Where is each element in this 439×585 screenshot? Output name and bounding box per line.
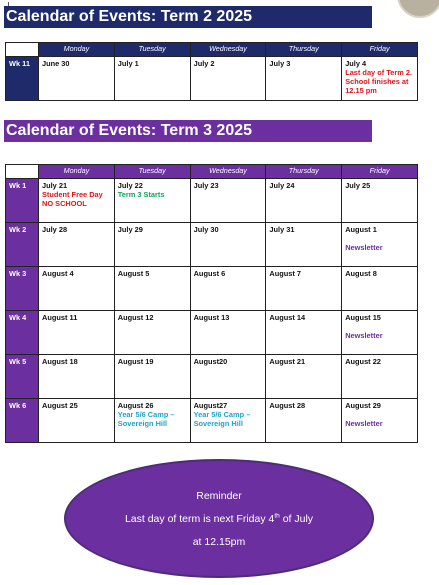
day-cell [342,399,418,443]
day-cell [190,399,266,443]
day-date: August 18 [42,357,78,366]
day-cell [342,267,418,311]
header-day: Monday [39,165,115,179]
day-date: July 3 [269,59,291,68]
term3-title: Calendar of Events: Term 3 2025 [4,120,372,142]
week-row [6,399,418,443]
day-cell [114,57,190,101]
day-date: August 13 [193,313,230,322]
cell-spacer [345,234,414,243]
week-label: Wk 5 [6,355,39,399]
day-date: July 22 [117,181,143,190]
week-row [6,311,418,355]
day-cell [266,223,342,267]
day-cell [114,267,190,311]
header-day: Friday [342,43,418,57]
day-date: August 1 [345,225,377,234]
header-day: Friday [342,165,418,179]
header-day: Thursday [266,43,342,57]
day-date: August 4 [42,269,74,278]
day-date: August 19 [117,357,154,366]
reminder-line2: at 12.15pm [192,536,246,548]
event-note: Year 5/6 Camp – Sovereign Hill [117,410,175,428]
day-date: August 21 [269,357,306,366]
day-date: August 25 [42,401,78,410]
day-cell [39,179,115,223]
day-cell [114,399,190,443]
day-date: August 12 [117,313,154,322]
day-cell [266,179,342,223]
event-note: Newsletter [345,419,383,428]
cell-spacer [345,410,414,419]
header-day: Thursday [266,165,342,179]
day-cell [190,57,266,101]
day-cell [114,311,190,355]
day-cell [114,179,190,223]
day-date: July 28 [42,225,68,234]
day-cell [266,57,342,101]
day-date: August 22 [345,357,381,366]
day-date: August 7 [269,269,302,278]
week-label: Wk 3 [6,267,39,311]
day-cell [342,223,418,267]
term3-calendar-table [5,164,418,443]
reminder-oval [64,459,374,578]
header-corner [6,43,39,57]
reminder-ordinal: th [274,512,280,520]
day-date: July 2 [193,59,215,68]
day-cell [190,223,266,267]
day-cell [190,355,266,399]
day-cell [39,399,115,443]
week-label: Wk 4 [6,311,39,355]
reminder-line1 [66,508,372,531]
term3-header-row [6,165,418,179]
event-note: Term 3 Starts [117,190,165,199]
reminder-text: of July [279,513,314,525]
week-row [6,179,418,223]
day-cell [190,179,266,223]
day-cell [39,57,115,101]
cell-spacer [345,322,414,331]
week-row [6,267,418,311]
day-date: July 23 [193,181,219,190]
day-date: August20 [193,357,228,366]
event-note: Newsletter [345,331,383,340]
day-date: July 24 [269,181,295,190]
day-date: July 25 [345,181,371,190]
day-cell [39,355,115,399]
day-date: August 29 [345,401,381,410]
week-row [6,355,418,399]
day-cell [190,311,266,355]
header-day: Tuesday [114,43,190,57]
day-cell [114,355,190,399]
reminder-text: Last day of term is next Friday 4 [124,513,275,525]
day-date: August 15 [345,313,381,322]
header-corner [6,165,39,179]
header-day: Wednesday [190,43,266,57]
header-day: Monday [39,43,115,57]
day-date: August27 [193,401,228,410]
day-cell [342,57,418,101]
day-date: August 28 [269,401,306,410]
day-date: June 30 [42,59,70,68]
term2-header-row [6,43,418,57]
day-date: August 11 [42,313,78,322]
day-date: August 26 [117,401,154,410]
day-date: August 5 [117,269,150,278]
day-cell [266,399,342,443]
day-date: August 14 [269,313,306,322]
week-label: Wk 2 [6,223,39,267]
day-cell [39,311,115,355]
day-cell [342,179,418,223]
day-cell [266,311,342,355]
event-note: Year 5/6 Camp – Sovereign Hill [193,410,251,428]
day-cell [266,355,342,399]
event-note: Newsletter [345,243,383,252]
day-cell [266,267,342,311]
day-cell [39,223,115,267]
day-date: August 6 [193,269,226,278]
day-date: July 1 [117,59,139,68]
day-cell [114,223,190,267]
reminder-heading: Reminder [196,490,242,502]
term2-calendar-table [5,42,418,101]
week-label: Wk 6 [6,399,39,443]
day-date: July 29 [117,225,143,234]
event-note: Last day of Term 2. School finishes at 12.15 pm [345,68,412,95]
week-row [6,57,418,101]
term2-title: Calendar of Events: Term 2 2025 [4,6,372,28]
week-label: Wk 1 [6,179,39,223]
day-cell [39,267,115,311]
day-cell [190,267,266,311]
day-date: July 4 [345,59,367,68]
day-date: July 21 [42,181,68,190]
header-day: Wednesday [190,165,266,179]
day-date: August 8 [345,269,377,278]
week-row [6,223,418,267]
school-logo [397,0,439,18]
event-note: Student Free Day NO SCHOOL [42,190,103,208]
week-label: Wk 11 [6,57,39,101]
day-date: July 30 [193,225,219,234]
day-cell [342,311,418,355]
day-cell [342,355,418,399]
day-date: July 31 [269,225,295,234]
header-day: Tuesday [114,165,190,179]
